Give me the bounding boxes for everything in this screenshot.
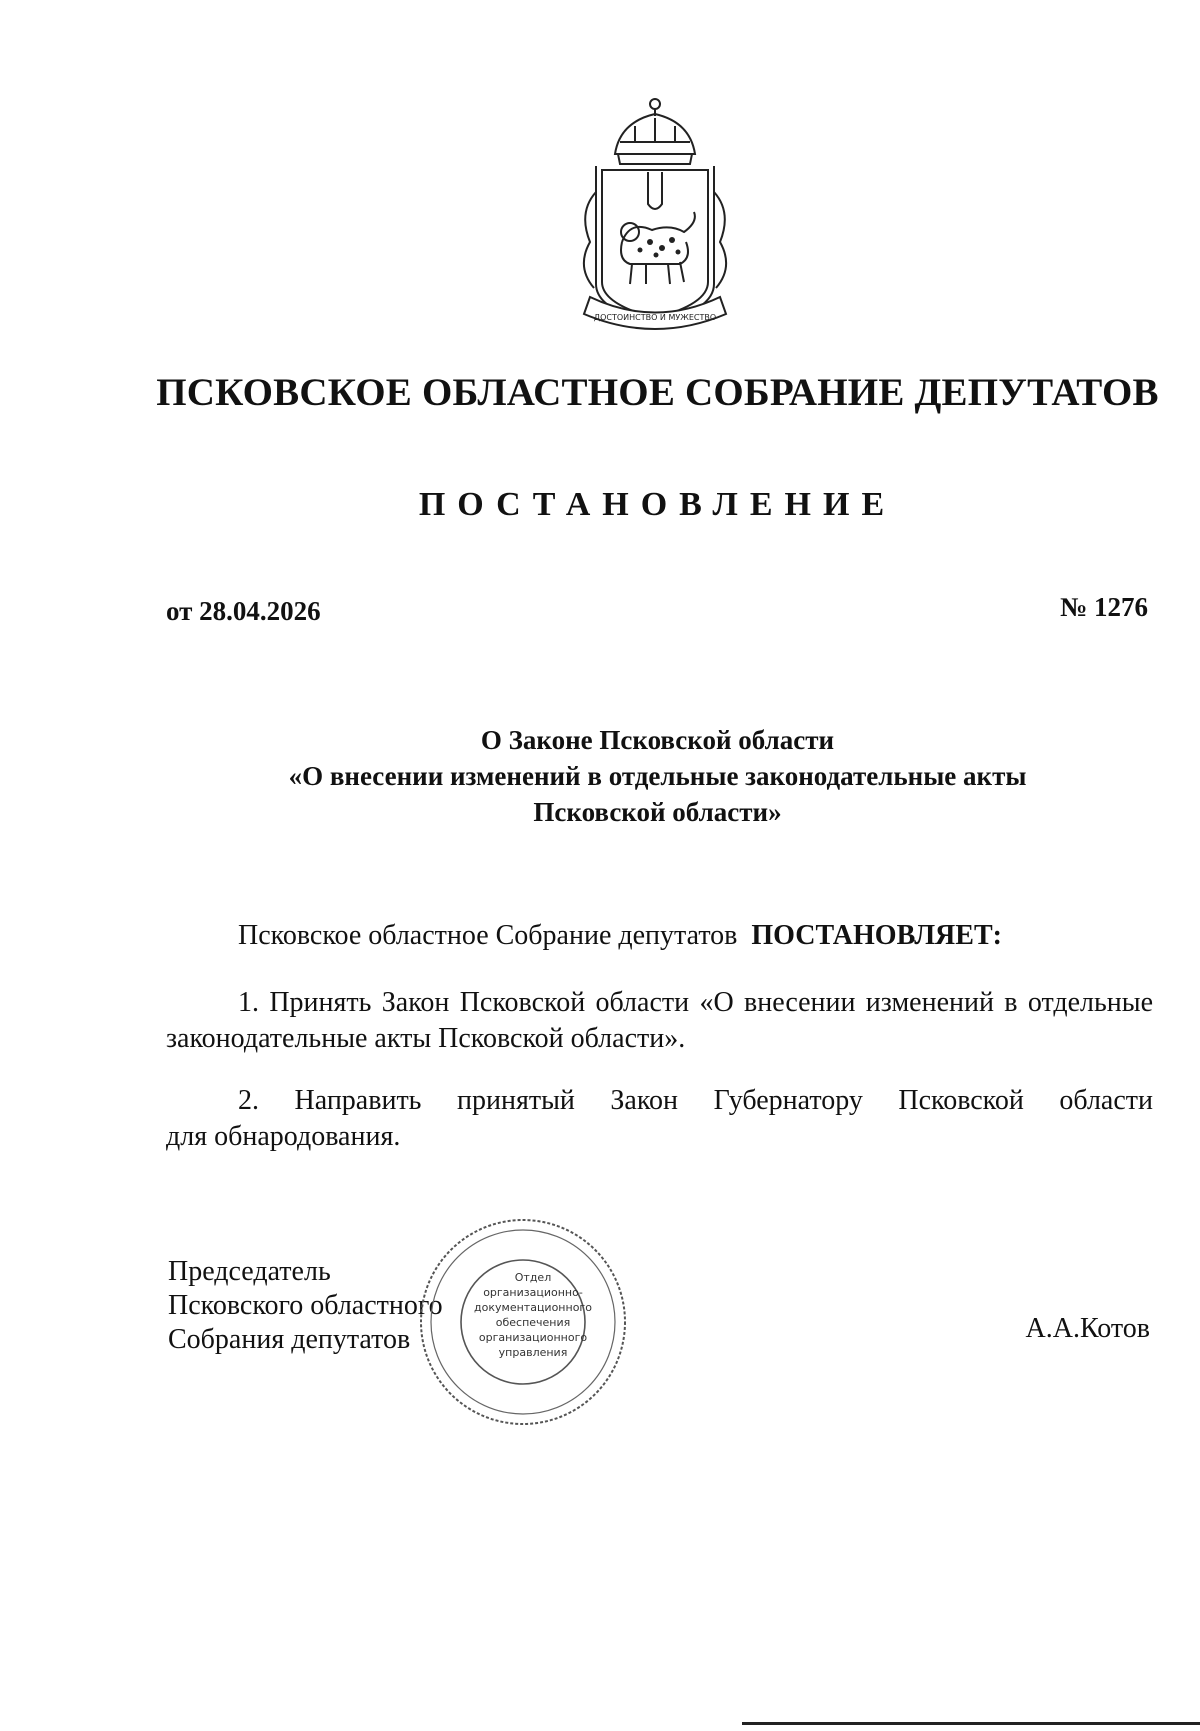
signatory-title-line: Председатель xyxy=(168,1256,331,1287)
document-date: от 28.04.2026 xyxy=(166,596,321,626)
stamp-text xyxy=(468,1270,598,1360)
organization-title: ПСКОВСКОЕ ОБЛАСТНОЕ СОБРАНИЕ ДЕПУТАТОВ xyxy=(156,371,1159,414)
paragraph-1 xyxy=(166,985,1153,1057)
subject-line: «О внесении изменений в отдельные законодательные акты xyxy=(288,761,1027,791)
decree-word: ПОСТАНОВЛЯЕТ: xyxy=(751,920,1002,951)
paragraph-line: законодательные акты Псковской области». xyxy=(166,1023,686,1054)
decree-statement xyxy=(238,920,1002,952)
stamp-text-line: обеспечения xyxy=(495,1316,571,1329)
document-type: ПОСТАНОВЛЕНИЕ xyxy=(418,486,897,523)
signatory-title-line: Собрания депутатов xyxy=(168,1324,411,1355)
paragraph-line: 1. Принять Закон Псковской области «О внесении изменений в отдельные xyxy=(238,987,1153,1018)
emblem-motto: ДОСТОИНСТВО И МУЖЕСТВО xyxy=(593,313,717,322)
paragraph-line: 2. Направить принятый Закон Губернатору Псковской области xyxy=(238,1085,1153,1116)
decree-prefix: Псковское областное Собрание депутатов xyxy=(238,920,738,951)
stamp-text-line: организационного xyxy=(478,1331,588,1344)
stamp-text-line: документационного xyxy=(474,1301,592,1314)
signatory-name: А.А.Котов xyxy=(1025,1313,1150,1344)
subject-line: О Законе Псковской области xyxy=(480,725,835,755)
paragraph-line: для обнародования. xyxy=(166,1121,401,1152)
stamp-text-line: Отдел xyxy=(514,1271,552,1284)
signatory-title-line: Псковского областного xyxy=(168,1290,443,1321)
page-edge-divider xyxy=(742,1722,1200,1725)
signatory-title xyxy=(168,1255,443,1357)
subject-line: Псковской области» xyxy=(533,797,782,827)
pskov-coat-of-arms-icon xyxy=(560,92,750,337)
document-number: № 1276 xyxy=(1060,592,1148,622)
stamp-text-line: организационно- xyxy=(483,1286,583,1299)
stamp-text-line: управления xyxy=(498,1346,568,1359)
document-subject xyxy=(150,722,1165,830)
paragraph-2 xyxy=(166,1083,1153,1155)
